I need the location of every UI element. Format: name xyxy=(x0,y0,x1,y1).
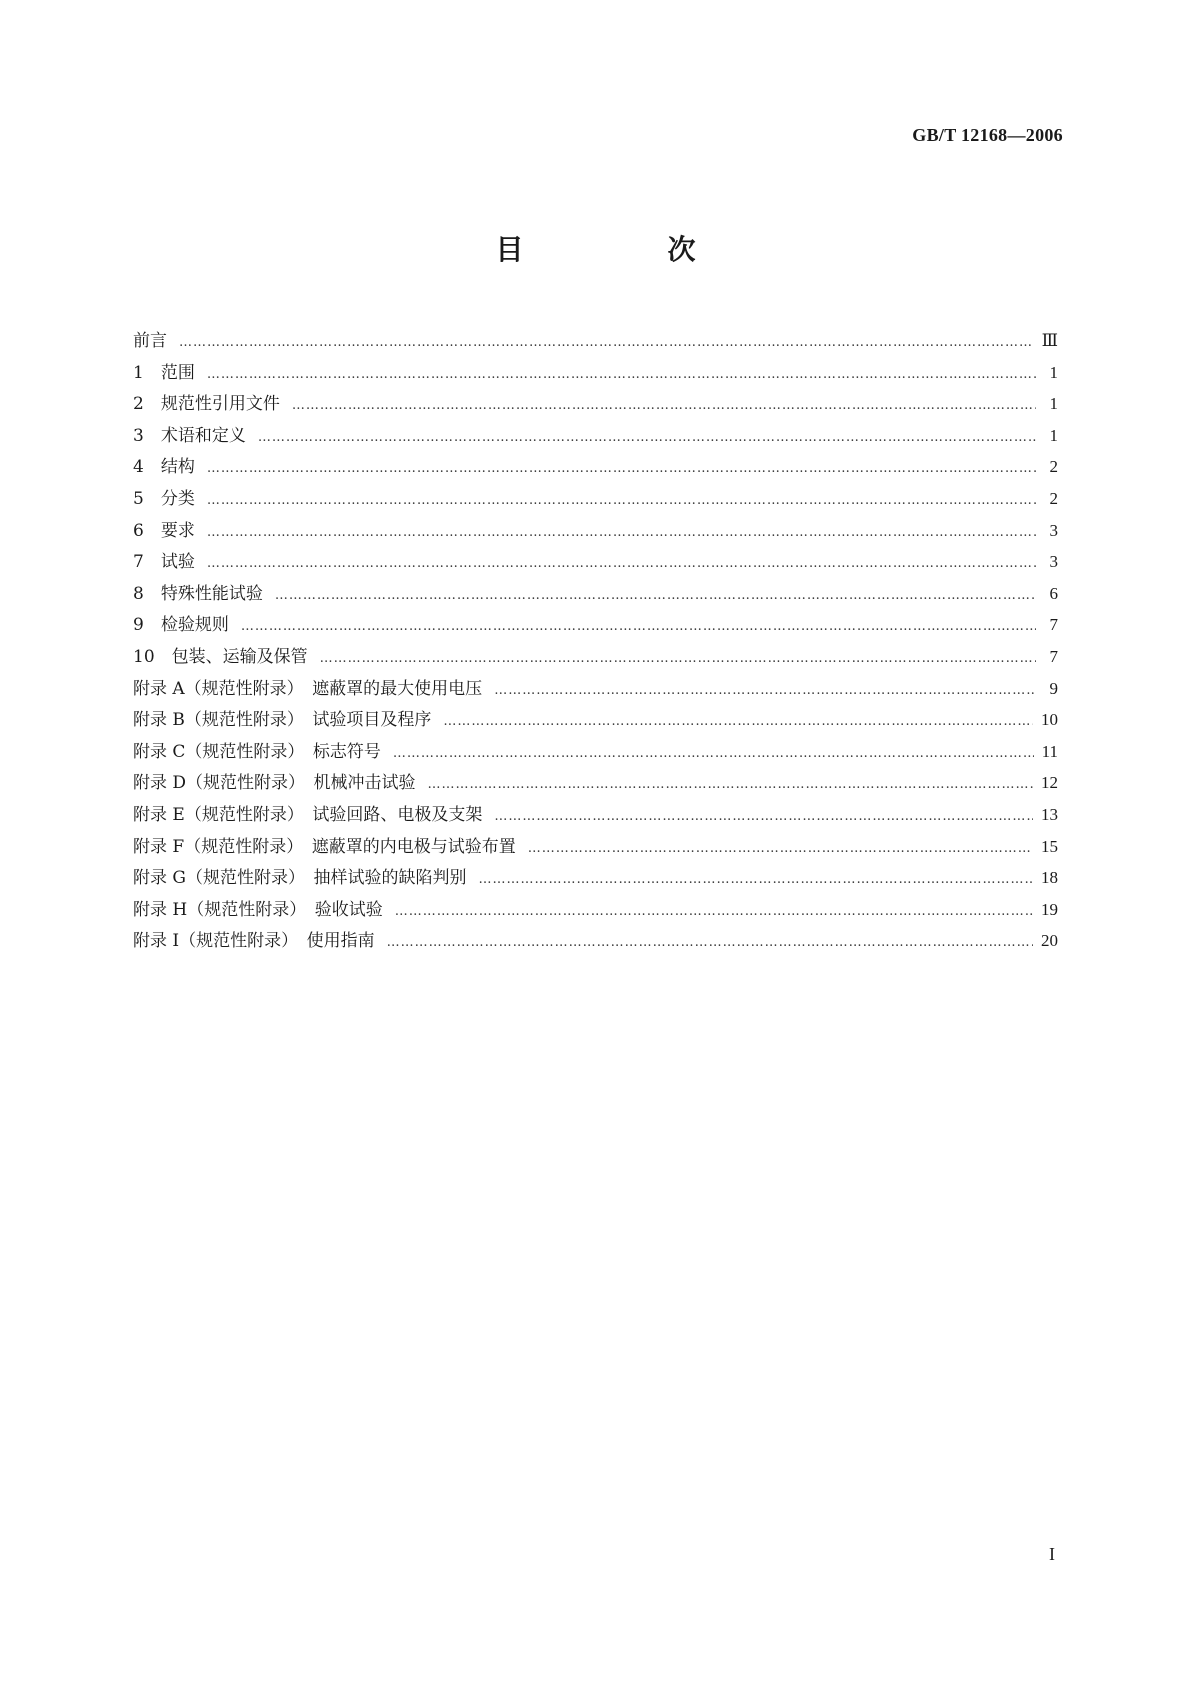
toc-entry-8[interactable] xyxy=(133,579,1058,611)
toc-dot-leader xyxy=(393,746,1034,761)
toc-dot-leader xyxy=(320,651,1036,666)
toc-entry-appendix-b[interactable] xyxy=(133,705,1058,737)
toc-dot-leader xyxy=(428,777,1033,792)
toc-entry-page: 13 xyxy=(1041,804,1058,824)
toc-entry-page: 7 xyxy=(1049,646,1058,666)
toc-entry-label: 附录 D（规范性附录） 机械冲击试验 xyxy=(133,773,416,794)
toc-entry-page: 3 xyxy=(1049,520,1058,540)
toc-entry-label: 3 术语和定义 xyxy=(133,425,246,446)
toc-entry-label: 9 检验规则 xyxy=(133,615,229,636)
toc-entry-appendix-e[interactable] xyxy=(133,800,1058,832)
toc-dot-leader xyxy=(207,556,1036,571)
toc-entry-label: 附录 H（规范性附录） 验收试验 xyxy=(133,899,383,920)
toc-entry-label: 附录 E（规范性附录） 试验回路、电极及支架 xyxy=(133,804,483,825)
toc-dot-leader xyxy=(387,935,1033,950)
toc-entry-2[interactable] xyxy=(133,389,1058,421)
toc-entry-label: 2 规范性引用文件 xyxy=(133,394,280,415)
toc-dot-leader xyxy=(478,872,1033,887)
toc-dot-leader xyxy=(207,367,1036,382)
toc-entry-label: 附录 G（规范性附录） 抽样试验的缺陷判别 xyxy=(133,868,467,889)
toc-entry-page: 15 xyxy=(1041,836,1058,856)
toc-dot-leader xyxy=(494,809,1033,824)
toc-dot-leader xyxy=(528,841,1033,856)
standard-code: GB/T 12168—2006 xyxy=(912,125,1063,145)
toc-entry-page: 20 xyxy=(1041,931,1058,951)
toc-dot-leader xyxy=(207,493,1036,508)
toc-entry-3[interactable] xyxy=(133,421,1058,453)
toc-entry-appendix-f[interactable] xyxy=(133,832,1058,864)
page-title: 目 次 xyxy=(495,233,754,266)
toc-dot-leader xyxy=(241,619,1036,634)
toc-entry-page: 12 xyxy=(1041,773,1058,793)
toc-entry-label: 附录 F（规范性附录） 遮蔽罩的内电极与试验布置 xyxy=(133,836,516,857)
toc-entry-5[interactable] xyxy=(133,484,1058,516)
toc-dot-leader xyxy=(179,335,1034,350)
toc-entry-appendix-d[interactable] xyxy=(133,768,1058,800)
toc-entry-page: Ⅲ xyxy=(1041,331,1058,350)
toc-entry-label: 附录 C（规范性附录） 标志符号 xyxy=(133,741,381,762)
toc-entry-page: 19 xyxy=(1041,899,1058,919)
toc-dot-leader xyxy=(494,683,1036,698)
toc-entry-7[interactable] xyxy=(133,547,1058,579)
page-number: I xyxy=(1049,1544,1055,1564)
toc-dot-leader xyxy=(292,398,1036,413)
toc-entry-label: 1 范围 xyxy=(133,362,195,383)
toc-entry-appendix-a[interactable] xyxy=(133,674,1058,706)
toc-entry-page: 2 xyxy=(1049,457,1058,477)
toc-dot-leader xyxy=(207,525,1036,540)
toc-entry-page: 1 xyxy=(1049,394,1058,414)
toc-entry-6[interactable] xyxy=(133,516,1058,548)
toc-entry-page: 6 xyxy=(1049,583,1058,603)
toc-dot-leader xyxy=(275,588,1036,603)
toc-entry-1[interactable] xyxy=(133,358,1058,390)
toc-entry-page: 1 xyxy=(1049,362,1058,382)
toc-entry-label: 6 要求 xyxy=(133,520,195,541)
toc-dot-leader xyxy=(395,904,1033,919)
toc-entry-4[interactable] xyxy=(133,452,1058,484)
toc-dot-leader xyxy=(443,714,1033,729)
toc-entry-page: 10 xyxy=(1041,710,1058,730)
toc-entry-label: 7 试验 xyxy=(133,552,195,573)
toc-dot-leader xyxy=(207,461,1036,476)
toc-entry-label: 4 结构 xyxy=(133,457,195,478)
toc-entry-10[interactable] xyxy=(133,642,1058,674)
toc-entry-label: 附录 I（规范性附录） 使用指南 xyxy=(133,931,375,952)
toc-entry-label: 前言 xyxy=(133,331,167,351)
toc-entry-label: 8 特殊性能试验 xyxy=(133,583,263,604)
toc-entry-page: 18 xyxy=(1041,868,1058,888)
toc-entry-label: 附录 A（规范性附录） 遮蔽罩的最大使用电压 xyxy=(133,678,483,699)
toc-entry-appendix-c[interactable] xyxy=(133,737,1058,769)
toc-entry-appendix-h[interactable] xyxy=(133,895,1058,927)
toc-entry-page: 11 xyxy=(1041,741,1058,761)
toc-entry-page: 3 xyxy=(1049,552,1058,572)
toc-dot-leader xyxy=(258,430,1036,445)
toc-entry-label: 5 分类 xyxy=(133,488,195,509)
toc-entry-label: 10 包装、运输及保管 xyxy=(133,646,308,667)
toc-entry-9[interactable] xyxy=(133,610,1058,642)
toc-entry-page: 1 xyxy=(1049,425,1058,445)
toc-entry-page: 7 xyxy=(1049,615,1058,635)
toc-entry-appendix-i[interactable] xyxy=(133,926,1058,958)
toc-entry-preface[interactable] xyxy=(133,326,1058,358)
toc-entry-label: 附录 B（规范性附录） 试验项目及程序 xyxy=(133,710,432,731)
toc-entry-page: 9 xyxy=(1049,678,1058,698)
toc-entry-page: 2 xyxy=(1049,488,1058,508)
toc-entry-appendix-g[interactable] xyxy=(133,863,1058,895)
table-of-contents xyxy=(133,326,1058,958)
